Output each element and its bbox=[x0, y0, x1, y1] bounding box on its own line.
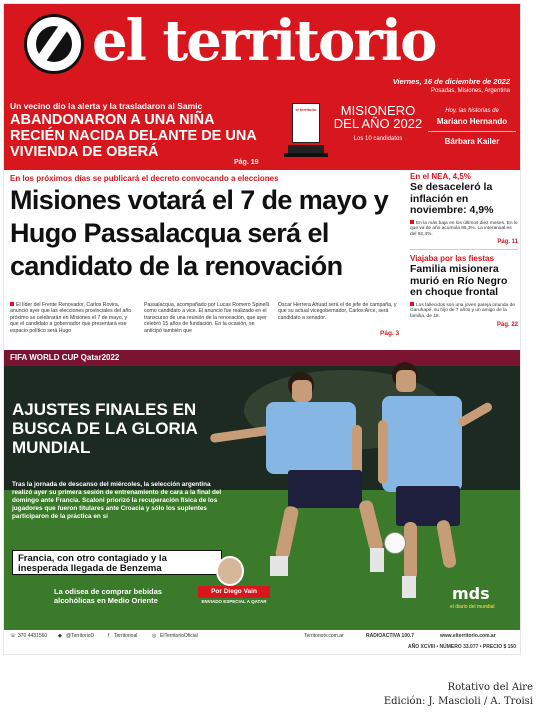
side-story-accident[interactable] bbox=[410, 254, 518, 331]
byline: Por Diego Vain bbox=[198, 586, 270, 598]
side2-kicker: Viajaba por las fiestas bbox=[410, 254, 494, 264]
whatsapp-icon: ☏ bbox=[10, 633, 17, 639]
instagram-icon: ◎ bbox=[152, 633, 157, 639]
placeline: Posadas, Misiones, Argentina bbox=[430, 88, 510, 94]
right-column bbox=[410, 172, 518, 332]
dateline: Viernes, 16 de diciembre de 2022 bbox=[392, 77, 510, 86]
world-cup-body: Tras la jornada de descanso del miércoles, la selección argentina realizó ayer su primera sesión de entrenamiento de cara a la final del domingo ante Francia. Scaloni priorizó la recuperación física de los jugadores que fueron titulares ante Croacia y sólo los suplentes participaron de la práctica en sí bbox=[12, 481, 222, 520]
trophy-icon: el territorio bbox=[286, 101, 326, 161]
world-cup-label: FIFA WORLD CUP Qatar2022 bbox=[10, 353, 120, 362]
histories-box[interactable] bbox=[428, 108, 516, 146]
main-story-kicker: En los próximos días se publicará el decreto convocando a elecciones bbox=[10, 174, 279, 183]
histories-kicker: Hoy, las historias de bbox=[445, 108, 499, 114]
promo-subtitle: Los 10 candidatos bbox=[353, 136, 403, 142]
masthead bbox=[4, 4, 520, 102]
main-story-col2: Passalacqua, acompañado por Lucas Romero Spinelli como candidato a vice. El anuncio fue realizado en el transcurso de una reunión de la renovación, que ayer celebró 15 años de fundación. En la ocasión, se anticipó también que bbox=[144, 302, 269, 334]
world-cup-headline[interactable]: AJUSTES FINALES EN BUSCA DE LA GLORIA MUNDIAL bbox=[12, 400, 198, 457]
world-cup-section bbox=[4, 350, 520, 630]
issue-line: AÑO XCVIII • NÚMERO 33.077 • PRECIO $ 150 bbox=[408, 644, 516, 650]
side2-page: Pág. 22 bbox=[496, 321, 518, 328]
main-story-page: Pág. 3 bbox=[380, 330, 400, 337]
avatar bbox=[216, 556, 244, 586]
top-story-page: Pág. 19 bbox=[234, 159, 259, 166]
side2-body: Los fallecidos son una joven pareja oriunda de Garuhapé, su hijo de 7 años y un amigo de la familia, de 18. bbox=[410, 302, 515, 319]
credit-line-2: Edición: J. Mascioli / A. Troisi bbox=[383, 696, 533, 707]
bullet-icon bbox=[410, 220, 414, 224]
newspaper-title: el territorio bbox=[92, 8, 436, 74]
main-story-headline[interactable]: Misiones votará el 7 de mayo y Hugo Passalacqua será el candidato de la renovación bbox=[10, 185, 389, 281]
misionero-del-ano-promo[interactable] bbox=[330, 104, 426, 146]
footer-facebook[interactable]: Territorioal bbox=[114, 633, 138, 639]
promo-title-line2: DEL AÑO 2022 bbox=[333, 116, 423, 131]
main-story-col1: El líder del Frente Renovador, Carlos Rovira, anunció ayer que las elecciones provinciales del año próximo se celebrarán en Misiones el 7 de mayo, y que el candidato a gobernador que presentará ese espacio político será Hugo bbox=[10, 302, 132, 334]
facebook-icon: f bbox=[108, 633, 110, 639]
side1-headline: Se desaceleró la inflación en noviembre: 4,9% bbox=[410, 181, 494, 216]
footer-tv[interactable]: Territoriotv.com.ar bbox=[304, 633, 344, 639]
soccer-ball-icon bbox=[384, 532, 406, 554]
byline-role: ENVIADO ESPECIAL A QATAR bbox=[201, 599, 267, 604]
top-story-headline[interactable]: ABANDONARON A UNA NIÑA RECIÉN NACIDA DELANTE DE UNA VIVIENDA DE OBERÁ bbox=[10, 112, 257, 160]
sponsor-sub: el diario del mundial bbox=[450, 604, 495, 610]
logo-icon bbox=[24, 14, 84, 74]
top-story-band bbox=[4, 96, 520, 170]
footer-phone[interactable]: 370 4431560 bbox=[18, 633, 48, 639]
sponsor-logo: mds bbox=[452, 584, 490, 603]
side2-headline: Familia misionera murió en Río Negro en choque frontal bbox=[410, 263, 508, 299]
world-cup-bar bbox=[4, 350, 520, 366]
main-story-col3: Oscar Herrera Ahuad será el de jefe de campaña, y que su actual vicegobernador, Carlos Arce, será candidato a senador. bbox=[278, 302, 397, 321]
drinks-box[interactable]: La odisea de comprar bebidas alcohólicas en Medio Oriente bbox=[54, 587, 162, 605]
credit-line-1: Rotativo del Aire bbox=[447, 682, 533, 693]
footer-radio[interactable]: RADIOACTIVA 100.7 bbox=[366, 633, 415, 639]
side1-body: En la más baja en los últimos diez meses. En lo que va de año acumula 85,3%. La interanual es del 92,4%. bbox=[410, 220, 518, 237]
side1-kicker: En el NEA, 4,5% bbox=[410, 172, 471, 181]
side1-page: Pág. 11 bbox=[410, 239, 518, 250]
footer-instagram[interactable]: ElTerritorioOficial bbox=[160, 633, 198, 639]
footer-twitter[interactable]: @TerritorioD bbox=[66, 633, 95, 639]
footer-web[interactable]: www.elterritorio.com.ar bbox=[440, 633, 496, 639]
promo-title-line1: MISIONERO bbox=[340, 103, 416, 118]
histories-name-2: Bárbara Kailer bbox=[444, 137, 500, 146]
twitter-icon: ◆ bbox=[58, 633, 62, 639]
top-story-kicker: Un vecino dio la alerta y la trasladaron al Samic bbox=[10, 101, 203, 111]
side-story-inflation[interactable] bbox=[410, 172, 518, 250]
benzema-box[interactable]: Francia, con otro contagiado y la inesperada llegada de Benzema bbox=[12, 550, 222, 575]
bullet-icon bbox=[10, 302, 14, 306]
social-footer bbox=[4, 630, 520, 642]
histories-name-1: Mariano Hernando bbox=[428, 117, 516, 132]
newspaper-front-page bbox=[4, 4, 520, 654]
bullet-icon bbox=[410, 302, 414, 306]
